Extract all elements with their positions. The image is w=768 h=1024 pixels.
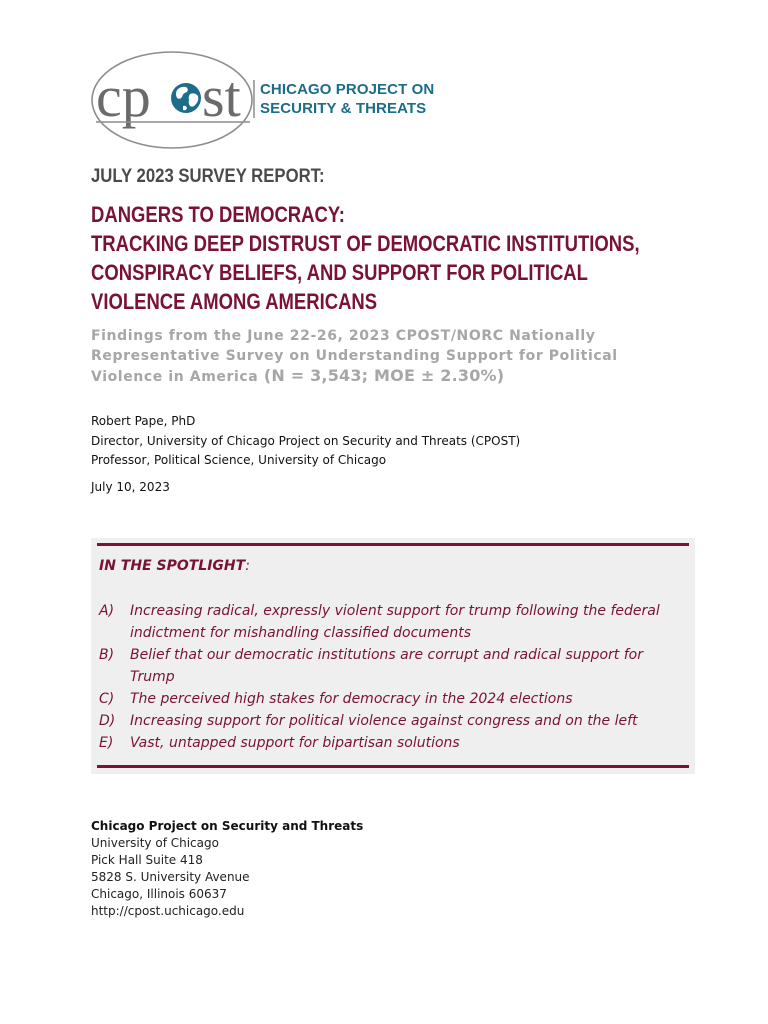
contact-block — [91, 818, 363, 920]
contact-website-link[interactable]: http://cpost.uchicago.edu — [91, 904, 245, 918]
list-item — [99, 732, 689, 754]
title-line-3: CONSPIRACY BELIEFS, AND SUPPORT FOR POLITICAL — [91, 260, 588, 285]
spotlight-box — [91, 538, 695, 774]
spotlight-title-text: IN THE SPOTLIGHT — [99, 558, 246, 574]
logo-line-1: CHICAGO PROJECT ON — [260, 81, 435, 98]
author-role-professor: Professor, Political Science, University of Chicago — [91, 453, 387, 467]
findings-line-3 — [91, 366, 681, 387]
logo-wordmark-right: st — [202, 64, 241, 129]
logo-org-name — [260, 80, 434, 118]
title-line-2: TRACKING DEEP DISTRUST OF DEMOCRATIC INSTITUTIONS, — [91, 231, 640, 256]
cpost-logo — [90, 50, 450, 150]
list-item-text-cont: Trump — [130, 669, 175, 685]
contact-city: Chicago, Illinois 60637 — [91, 887, 227, 901]
spotlight-rule-top — [97, 543, 689, 546]
list-item-text: Vast, untapped support for bipartisan solutions — [130, 735, 460, 751]
list-item-text-cont: indictment for mishandling classified documents — [130, 625, 472, 641]
findings-sample-stat: (N = 3,543; MOE ± 2.30%) — [263, 366, 505, 385]
spotlight-title — [99, 558, 250, 574]
list-marker: E) — [99, 735, 114, 751]
list-marker: C) — [99, 691, 115, 707]
findings-line-1: Findings from the June 22-26, 2023 CPOST/NORC Nationally — [91, 328, 596, 344]
logo-wordmark-left: cp — [96, 64, 151, 129]
findings-line-3-text: Violence in America — [91, 369, 264, 385]
list-item-text: The perceived high stakes for democracy in the 2024 elections — [130, 691, 573, 707]
report-date: July 10, 2023 — [91, 480, 170, 494]
list-item-text: Increasing support for political violence against congress and on the left — [130, 713, 638, 729]
findings-subtitle — [91, 326, 681, 387]
contact-org-name: Chicago Project on Security and Threats — [91, 819, 364, 833]
list-marker: B) — [99, 647, 115, 663]
spotlight-list — [99, 600, 689, 754]
list-item-text: Increasing radical, expressly violent support for trump following the federal — [130, 603, 660, 619]
list-marker: D) — [99, 713, 116, 729]
list-item — [99, 644, 689, 688]
spotlight-rule-bottom — [97, 765, 689, 768]
author-block — [91, 412, 520, 471]
list-marker: A) — [99, 603, 115, 619]
globe-icon — [171, 83, 201, 113]
report-title — [91, 200, 679, 316]
list-item-text: Belief that our democratic institutions are corrupt and radical support for — [130, 647, 643, 663]
list-item — [99, 600, 689, 644]
contact-university: University of Chicago — [91, 836, 219, 850]
report-label: JULY 2023 SURVEY REPORT: — [91, 166, 325, 187]
spotlight-title-colon: : — [245, 558, 250, 574]
findings-line-2: Representative Survey on Understanding Support for Political — [91, 348, 618, 364]
list-item — [99, 710, 689, 732]
logo-line-2: SECURITY & THREATS — [260, 100, 427, 117]
contact-street: 5828 S. University Avenue — [91, 870, 250, 884]
contact-building: Pick Hall Suite 418 — [91, 853, 203, 867]
author-role-director: Director, University of Chicago Project on Security and Threats (CPOST) — [91, 433, 521, 448]
list-item — [99, 688, 689, 710]
title-line-1: DANGERS TO DEMOCRACY: — [91, 202, 345, 227]
author-name: Robert Pape, PhD — [91, 414, 196, 428]
title-line-4: VIOLENCE AMONG AMERICANS — [91, 289, 378, 314]
